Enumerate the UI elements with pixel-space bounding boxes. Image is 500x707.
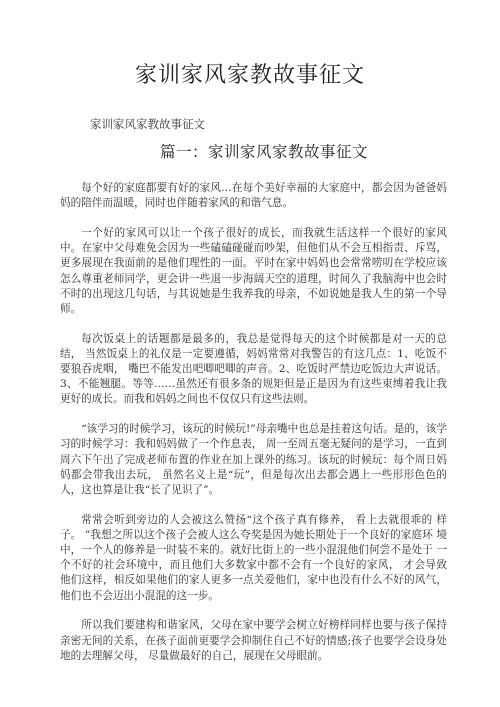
- document-subtitle: 家训家风家教故事征文: [90, 117, 205, 131]
- paragraph: 每个好的家庭都要有好的家风…在每个美好幸福的大家庭中，都会因为爸爸妈妈的陪伴而温暖，同时也伴随着家风的和谐气息。: [60, 182, 447, 210]
- document-title: 家训家风家教故事征文: [134, 63, 365, 88]
- document-body: [60, 181, 447, 664]
- chapter-heading: 篇一：家训家风家教故事征文: [159, 143, 368, 161]
- paragraph: 常常会听到旁边的人会被这么赞扬“这个孩子真有修养， 看上去就很乖的 样子。 ”我想之所以这个孩子会被人这么夸奖是因为她长期处于一个良好的家庭环 境中，一个人的修养是一时装不来的。就好比街上的一些小混混他们何尝不是处于 一个不好的社会环境中，而且他们大多数家中都不会有一个良好的家风， 才会导致 他们这样，相反如果他们的家人更多一点关爱他们，家中也没有什么不好的风气， 他们也不会迈出小混混的这一步。: [60, 513, 447, 602]
- paragraph: 所以我们要建构和谐家风，父母在家中要学会树立好榜样同样也要与孩子保持亲密无间的关系，在孩子面前更要学会抑制住自己不好的情感;孩子也要学会设身处地的去理解父母， 尽量做最好的自己，展现在父母眼前。: [60, 619, 447, 662]
- paragraph: 一个好的家风可以让一个孩子很好的成长，而我就生活这样一个很好的家风中。在家中父母难免会因为一些磕磕碰碰而吵架，但他们从不会互相指责、斥骂，更多展现在我面前的是他们理性的一面。平时在家中妈妈也会常常唠叨在学校应该怎么尊重老师同学，更会讲一些退一步海阔天空的道理，时间久了我脑海中也会时不时的出现这几句话，与其说她是生我养我的母亲，不如说她是我人生的第一个导师。: [60, 226, 447, 315]
- paragraph: 每次饭桌上的话题都是最多的，我总是觉得每天的这个时候都是对一天的总结， 当然饭桌上的礼仪是一定要遵循，妈妈常常对我警告的有这几点：1、吃饭不要狼吞虎咽， 嘴巴不能发出吧唧吧唧的声音。2、吃饭时严禁边吃饭边大声说话。3、不能翘腿。等等……虽然还有很多条的规矩但是正是因为有这些束缚着我让我更好的成长。而我和妈妈之间也不仅仅只有这些法则。: [60, 332, 447, 406]
- paragraph: “该学习的时候学习，该玩的时候玩!”母亲嘴中也总是挂着这句话。是的，该学习的时候学习：我和妈妈做了一个作息表， 周一至周五毫无疑问的是学习，一直到周六下午出了完成老师布置的作业在加上课外的练习。该玩的时候玩：每个周日妈妈都会带我出去玩， 虽然名义上是“玩”，但是每次出去都会遇上一些形形色色的人，这也算是让我“长了见识了”。: [60, 423, 447, 496]
